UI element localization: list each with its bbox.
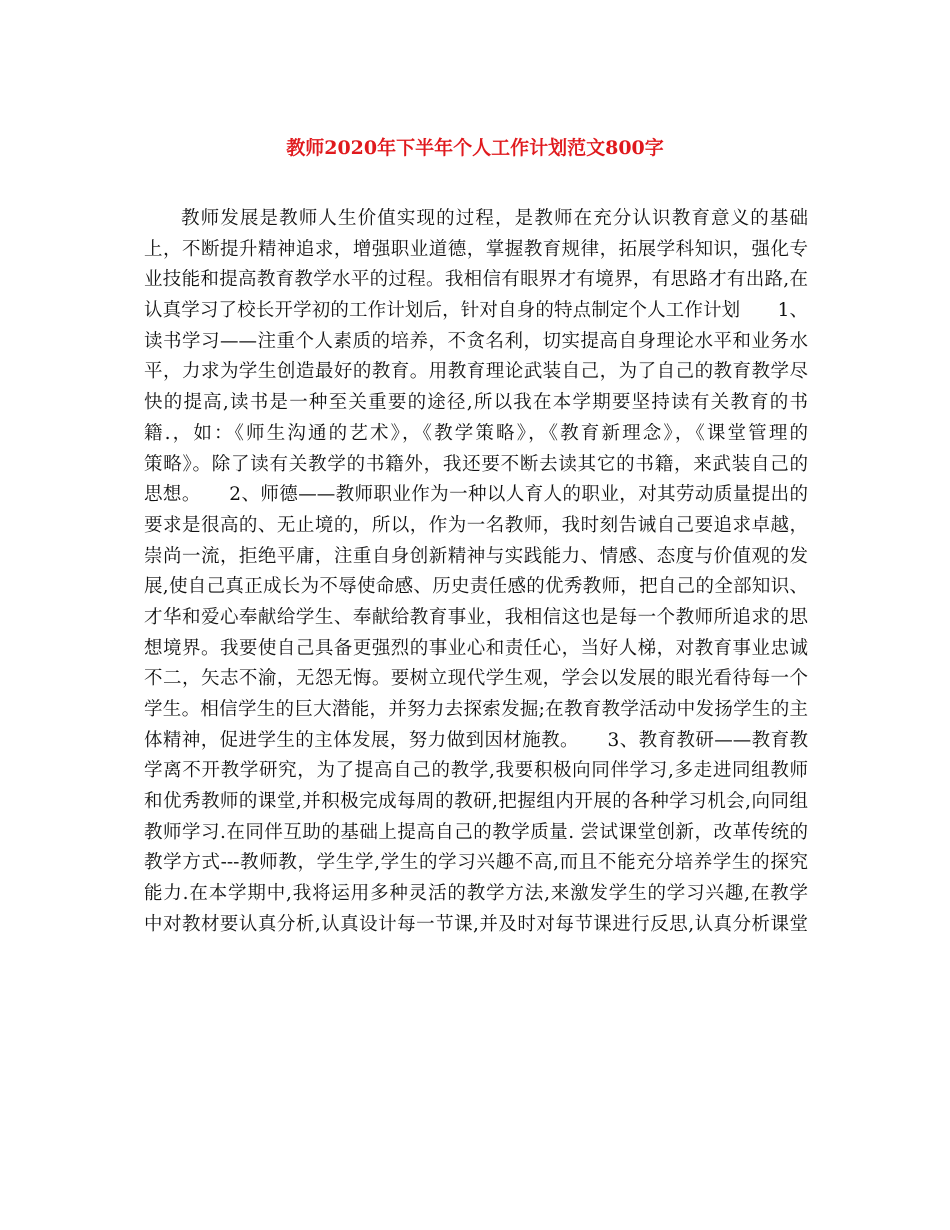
text-line: 学生。相信学生的巨大潜能，并努力去探索发掘;在教育教学活动中发扬学生的主 [144,699,808,720]
text-line: 体精神，促进学生的主体发展，努力做到因材施教。 3、教育教研——教育教 [144,729,808,751]
text-line: 教师发展是教师人生价值实现的过程，是教师在充分认识教育意义的基础 [181,208,808,229]
text-line: 要求是很高的、无止境的，所以，作为一名教师，我时刻告诫自己要追求卓越， [144,514,808,536]
text-line: 想境界。我要使自己具备更强烈的事业心和责任心，当好人梯，对教育事业忠诚 [144,637,808,659]
text-line: 平，力求为学生创造最好的教育。用教育理论武装自己，为了自己的教育教学尽 [144,361,808,383]
text-line: 思想。 2、师德——教师职业作为一种以人育人的职业，对其劳动质量提出的 [144,484,808,506]
text-line: 崇尚一流，拒绝平庸，注重自身创新精神与实践能力、情感、态度与价值观的发 [144,545,808,567]
text-line: 业技能和提高教育教学水平的过程。我相信有眼界才有境界，有思路才有出路,在 [144,269,808,291]
text-line: 策略》。除了读有关教学的书籍外，我还要不断去读其它的书籍，来武装自己的 [144,453,808,475]
text-line: 能力.在本学期中,我将运用多种灵活的教学方法,来激发学生的学习兴趣,在教学 [144,883,808,905]
text-line: 中对教材要认真分析,认真设计每一节课,并及时对每节课进行反思,认真分析课堂 [144,913,808,935]
text-line: 快的提高,读书是一种至关重要的途径,所以我在本学期要坚持读有关教育的书 [144,392,808,414]
text-line: 教师学习.在同伴互助的基础上提高自己的教学质量. 尝试课堂创新，改革传统的 [144,821,808,843]
text-line: 展,使自己真正成长为不辱使命感、历史责任感的优秀教师，把自己的全部知识、 [144,576,808,598]
text-line: 读书学习——注重个人素质的培养，不贪名利，切实提高自身理论水平和业务水 [144,330,808,352]
text-line: 籍.，如：《师生沟通的艺术》，《教学策略》，《教育新理念》，《课堂管理的 [144,422,808,444]
text-line: 不二，矢志不渝，无怨无悔。要树立现代学生观，学会以发展的眼光看待每一个 [144,668,808,690]
document-body [144,204,808,941]
text-line: 和优秀教师的课堂,并积极完成每周的教研,把握组内开展的各种学习机会,向同组 [144,791,808,813]
text-line: 学离不开教学研究，为了提高自己的教学,我要积极向同伴学习,多走进同组教师 [144,760,808,782]
text-line: 认真学习了校长开学初的工作计划后，针对自身的特点制定个人工作计划 1、 [144,300,808,322]
text-line: 教学方式---教师教，学生学,学生的学习兴趣不高,而且不能充分培养学生的探究 [144,852,808,874]
document-title: 教师2020年下半年个人工作计划范文800字 [286,137,664,159]
text-line: 上，不断提升精神追求，增强职业道德，掌握教育规律，拓展学科知识，强化专 [144,238,808,260]
text-line: 才华和爱心奉献给学生、奉献给教育事业，我相信这也是每一个教师所追求的思 [144,606,808,628]
